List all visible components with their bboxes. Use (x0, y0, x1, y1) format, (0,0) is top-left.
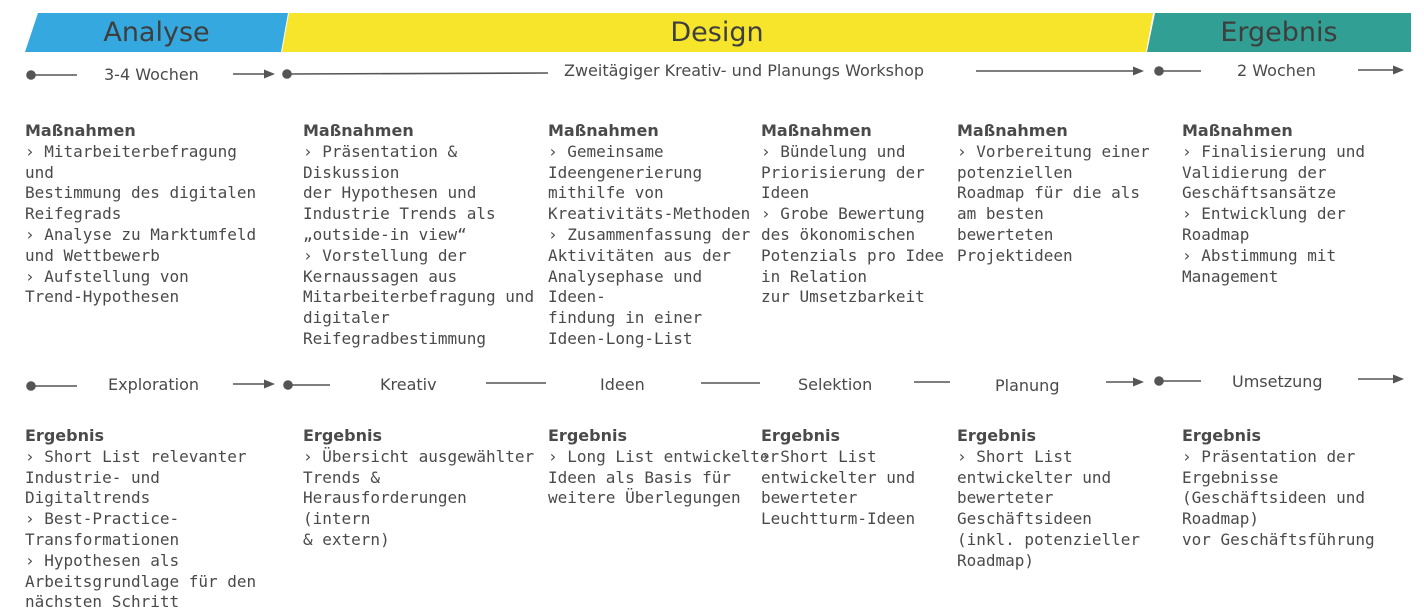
step-planung: Planung (995, 376, 1060, 395)
massnahmen-item: › Präsentation & Diskussion der Hypothesen und Industrie Trends als „outside-in view“ (303, 141, 496, 244)
massnahmen-item: › Entwicklung der Roadmap (1182, 204, 1346, 244)
massnahmen-column-analyse (25, 121, 261, 308)
massnahmen-item: › Gemeinsame Ideengenerierung mithilfe von Kreativitäts-Methoden (548, 141, 751, 224)
massnahmen-heading: Maßnahmen (25, 121, 136, 140)
phase-title-analyse: Analyse (103, 17, 210, 48)
ergebnis-item: › Übersicht ausgewählter Trends & Herausforderungen (intern & extern) (303, 446, 535, 549)
massnahmen-heading: Maßnahmen (303, 121, 414, 140)
massnahmen-heading: Maßnahmen (1182, 121, 1293, 140)
ergebnis-item: › Short List entwickelter und bewerteter Leuchtturm-Ideen (761, 446, 916, 529)
step-umsetzung: Umsetzung (1232, 372, 1323, 391)
phase-title-design: Design (670, 17, 764, 48)
massnahmen-item: › Mitarbeiterbefragung und Bestimmung des digitalen Reifegrads (25, 141, 257, 224)
massnahmen-item: › Finalisierung und Validierung der Geschäftsansätze (1182, 141, 1366, 203)
ergebnis-column-planung (957, 426, 1167, 572)
massnahmen-column-ideen (548, 121, 784, 350)
massnahmen-column-umsetzung (1182, 121, 1412, 287)
massnahmen-item: › Vorbereitung einer potenziellen Roadmap für die als am besten bewerteten Projektideen (957, 141, 1150, 265)
massnahmen-column-selektion (761, 121, 951, 308)
massnahmen-item: › Analyse zu Marktumfeld und Wettbewerb (25, 224, 257, 265)
timeline-top-arrow-2 (1133, 67, 1144, 76)
ergebnis-column-selektion (761, 426, 951, 530)
massnahmen-column-planung (957, 121, 1167, 267)
timeline-top-arrow-3 (1393, 66, 1404, 75)
massnahmen-item: › Bündelung und Priorisierung der Ideen (761, 141, 925, 203)
massnahmen-heading: Maßnahmen (957, 121, 1068, 140)
massnahmen-item: › Abstimmung mit Management (1182, 245, 1337, 286)
ergebnis-heading: Ergebnis (548, 426, 627, 445)
ergebnis-column-ideen (548, 426, 784, 509)
ergebnis-heading: Ergebnis (303, 426, 382, 445)
step-kreativ: Kreativ (380, 375, 437, 394)
ergebnis-item: › Short List relevanter Industrie- und Digitaltrends (25, 446, 247, 508)
step-selektion: Selektion (798, 375, 873, 394)
timeline-mid-arrow-1 (264, 380, 275, 389)
massnahmen-item: › Zusammenfassung der Aktivitäten aus der Analysephase und Ideen- findung in einer Ideen-Long-List (548, 224, 751, 348)
duration-ergebnis: 2 Wochen (1237, 61, 1316, 80)
massnahmen-item: › Vorstellung der Kernaussagen aus Mitarbeiterbefragung und digitaler Reifegradbestimmung (303, 245, 535, 348)
massnahmen-heading: Maßnahmen (761, 121, 872, 140)
timeline-mid-arrow-3 (1393, 375, 1404, 384)
massnahmen-column-kreativ (303, 121, 539, 350)
ergebnis-heading: Ergebnis (761, 426, 840, 445)
ergebnis-item: › Long List entwickelter Ideen als Basis für weitere Überlegungen (548, 446, 780, 508)
step-ideen: Ideen (600, 375, 645, 394)
ergebnis-item: › Short List entwickelter und bewerteter Geschäftsideen (inkl. potenzieller Roadmap) (957, 446, 1141, 570)
duration-design: Zweitägiger Kreativ- und Planungs Workshop (564, 61, 925, 80)
duration-analyse: 3-4 Wochen (104, 65, 199, 84)
ergebnis-column-exploration (25, 426, 261, 613)
ergebnis-column-kreativ (303, 426, 539, 551)
massnahmen-item: › Aufstellung von Trend-Hypothesen (25, 266, 189, 307)
timeline-mid-arrow-2 (1133, 378, 1144, 387)
timeline-top-line-3 (287, 73, 548, 74)
phase-title-ergebnis: Ergebnis (1220, 17, 1338, 48)
ergebnis-column-umsetzung (1182, 426, 1412, 551)
timeline-top-arrow-1 (264, 70, 275, 79)
ergebnis-heading: Ergebnis (25, 426, 104, 445)
ergebnis-item: › Hypothesen als Arbeitsgrundlage für den nächsten Schritt (25, 550, 257, 612)
step-exploration: Exploration (108, 375, 199, 394)
massnahmen-item: › Grobe Bewertung des ökonomischen Potenzials pro Idee in Relation zur Umsetzbarkeit (761, 204, 945, 307)
massnahmen-heading: Maßnahmen (548, 121, 659, 140)
ergebnis-item: › Best-Practice- Transformationen (25, 509, 180, 549)
ergebnis-item: › Präsentation der Ergebnisse (Geschäftsideen und Roadmap) vor Geschäftsführung (1182, 446, 1375, 549)
ergebnis-heading: Ergebnis (1182, 426, 1261, 445)
ergebnis-heading: Ergebnis (957, 426, 1036, 445)
